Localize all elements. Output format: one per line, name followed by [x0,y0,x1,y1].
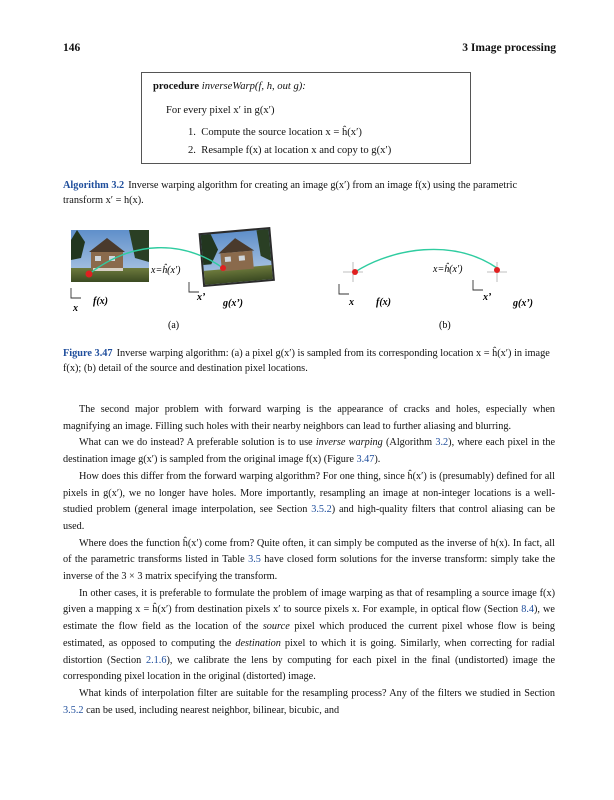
procedure-keyword: procedure [153,81,200,92]
running-header: 3 Image processing [462,42,556,54]
paragraph: What kinds of interpolation filter are suitable for the resampling process? Any of the filters we studied in Section 3.5.2 can be used, including nearest neighbor, bilinear, bicubic, and [63,687,555,716]
paragraph: The second major problem with forward warping is the appearance of cracks and holes, especially when magnifying an image. Filling such holes with their nearby neighbors can lead to further aliasing and blurring. [63,404,555,432]
procedure-signature: inverseWarp(f, h, out g): [201,81,306,92]
f-label-a: f(x) [93,296,108,307]
page-number: 146 [63,42,81,54]
paragraph: Where does the function ĥ(x′) come from? Quite often, it can simply be computed as the inverse of h(x). In fact, all of the parametric transforms listed in Table 3.5 have closed form solutions for the inverse transform: simply take the inverse of the 3 × 3 matrix specifying the transform. [63,537,555,583]
figure-inverse-warping [63,218,555,336]
axes-icon-a [71,288,81,298]
paragraph: How does this differ from the forward warping algorithm? For one thing, since ĥ(x′) is (presumably) defined for all pixels in g(x′), we no longer have holes. More importantly, resampling an image at non-integer locations is a well-studied problem (general image interpolation, see Section 3.5.2) and high-quality filters that control aliasing can be used. [63,470,555,532]
subfigure-label-a: (a) [168,320,180,331]
ref-section-link[interactable]: 3.5.2 [63,704,84,716]
mapping-curve-b [355,249,497,272]
ref-algorithm-link[interactable]: 3.2 [435,437,449,449]
subfigure-label-b: (b) [439,320,451,331]
algorithm-step: 2. Resample f(x) at location x and copy to g(x′) [188,145,392,156]
mapping-label-a: x=ĥ(x′) [151,265,181,276]
loop-statement: For every pixel x′ in g(x′) [166,105,275,116]
dest-point-a [220,265,226,271]
algorithm-step: 1. Compute the source location x = ĥ(x′) [188,127,362,138]
source-image [71,230,149,282]
xp-label-b: x’ [483,292,492,303]
x-label-a: x [73,303,78,314]
paragraph: What can we do instead? A preferable solution is to use inverse warping (Algorithm 3.2), where each pixel in the destination image g(x′) is sampled from the original image f(x) (Figure 3.47). [63,437,555,466]
ref-figure-link[interactable]: 3.47 [356,454,375,466]
ref-table-link[interactable]: 3.5 [248,554,261,566]
body-text [63,402,555,719]
algorithm-caption: Algorithm 3.2 Inverse warping algorithm for creating an image g(x′) from an image f(x) using the parametric transform x′ = h(x). [63,180,518,206]
source-point-a [86,271,93,278]
xp-label-a: x’ [197,292,206,303]
x-label-b: x [349,297,354,308]
figure-caption: Figure 3.47 Inverse warping algorithm: (a) a pixel g(x′) is sampled from its corresponding location x = ĥ(x′) in image f(x); (b) detail of the source and destination pixel locations. [63,348,550,374]
destination-image [199,227,275,287]
axes-icon-b2 [473,280,483,290]
mapping-label-b: x=ĥ(x′) [433,264,463,275]
paragraph: In other cases, it is preferable to formulate the problem of image warping as that of resampling a source image f(x) given a mapping x = ĥ(x′) from destination pixels x′ to source pixels x. For example, in optical flow (Section 8.4), we estimate the flow field as the location of the source pixel which produced the current pixel whose flow is being estimated, as opposed to computing the destination pixel to which it is going. Similarly, when correcting for radial distortion (Section 2.1.6), we calibrate the lens by computing for each pixel in the final (undistorted) image the corresponding pixel location in the original (distorted) image. [63,587,555,683]
dest-point-b [494,267,500,273]
axes-icon-a2 [189,282,199,292]
algorithm-box [141,72,471,164]
g-label-b: g(x’) [513,298,533,309]
ref-section-link[interactable]: 8.4 [521,604,535,616]
source-point-b [352,269,358,275]
axes-icon-b [339,284,349,294]
f-label-b: f(x) [376,297,391,308]
ref-section-link[interactable]: 2.1.6 [145,654,167,666]
ref-section-link[interactable]: 3.5.2 [311,504,332,516]
g-label-a: g(x’) [223,298,243,309]
